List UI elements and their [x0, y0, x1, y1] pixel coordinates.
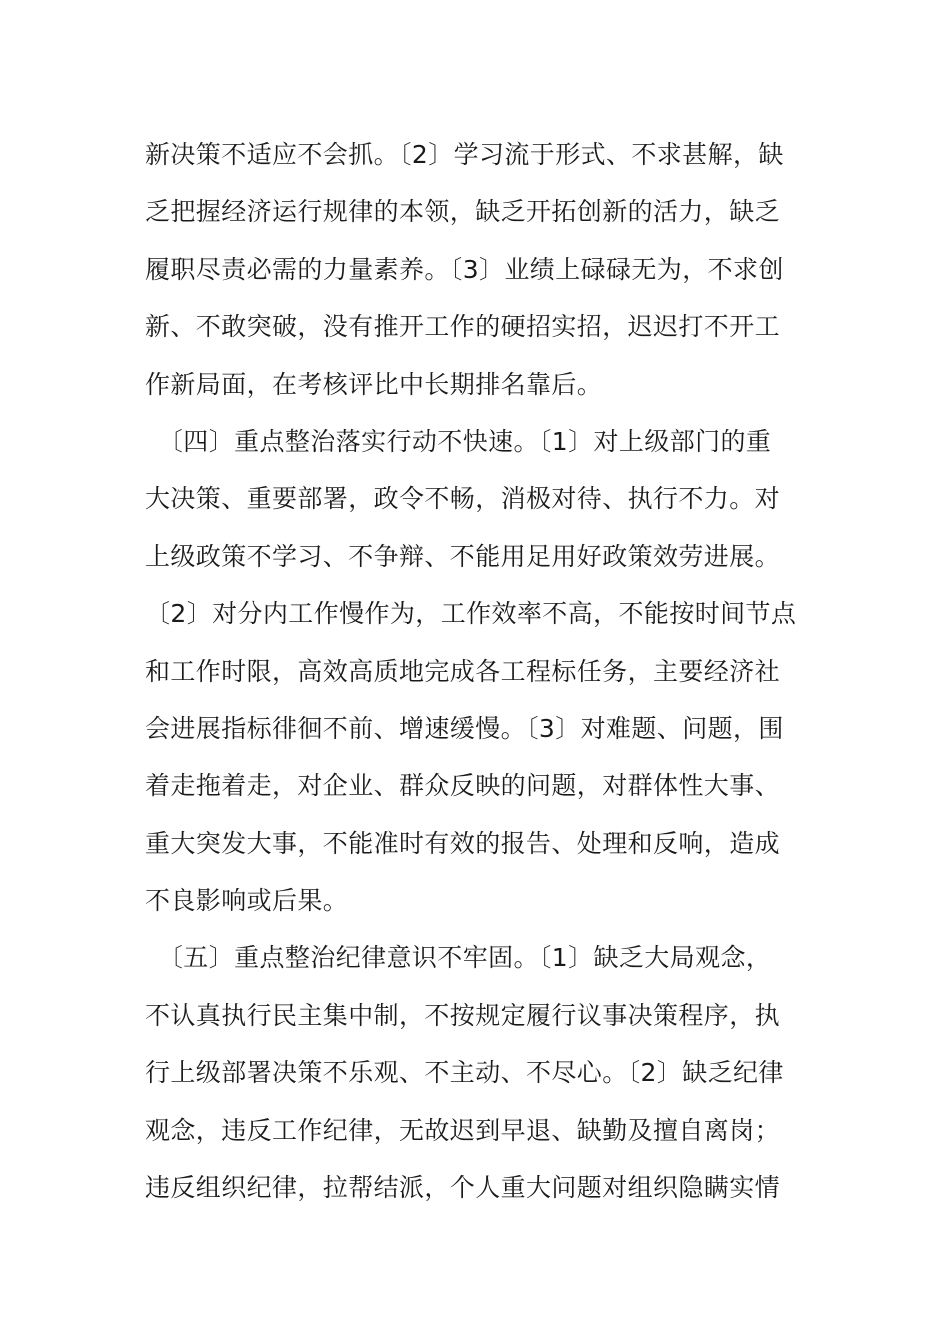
text-line: 着走拖着走，对企业、群众反映的问题，对群体性大事、	[145, 771, 781, 801]
text-line: 新、不敢突破，没有推开工作的硬招实招，迟迟打不开工	[145, 312, 781, 342]
text-line: 行上级部署决策不乐观、不主动、不尽心。〔2〕缺乏纪律	[145, 1058, 784, 1088]
text-line: 大决策、重要部署，政令不畅，消极对待、执行不力。对	[145, 484, 781, 514]
text-line: 乏把握经济运行规律的本领，缺乏开拓创新的活力，缺乏	[145, 197, 781, 227]
text-line: 不良影响或后果。	[145, 886, 349, 916]
section-heading-line: 〔四〕重点整治落实行动不快速。〔1〕对上级部门的重	[145, 426, 772, 456]
text-line: 不认真执行民主集中制，不按规定履行议事决策程序，执	[145, 1000, 781, 1030]
text-line: 观念，违反工作纪律，无故迟到早退、缺勤及擅自离岗；	[145, 1115, 781, 1145]
text-line: 作新局面，在考核评比中长期排名靠后。	[145, 369, 603, 399]
text-line: 和工作时限，高效高质地完成各工程标任务，主要经济社	[145, 656, 781, 686]
text-line: 上级政策不学习、不争辩、不能用足用好政策效劳进展。	[145, 541, 781, 571]
text-line: 违反组织纪律，拉帮结派，个人重大问题对组织隐瞒实情	[145, 1173, 781, 1203]
text-line: 会进展指标徘徊不前、增速缓慢。〔3〕对难题、问题，围	[145, 713, 784, 743]
document-body	[145, 126, 810, 1216]
text-line: 重大突发大事，不能准时有效的报告、处理和反响，造成	[145, 828, 781, 858]
section-heading-line: 〔五〕重点整治纪律意识不牢固。〔1〕缺乏大局观念，	[145, 943, 772, 973]
text-line: 新决策不适应不会抓。〔2〕学习流于形式、不求甚解，缺	[145, 140, 784, 169]
text-line: 〔2〕对分内工作慢作为，工作效率不高，不能按时间节点	[145, 599, 797, 629]
text-line: 履职尽责必需的力量素养。〔3〕业绩上碌碌无为，不求创	[145, 254, 784, 284]
